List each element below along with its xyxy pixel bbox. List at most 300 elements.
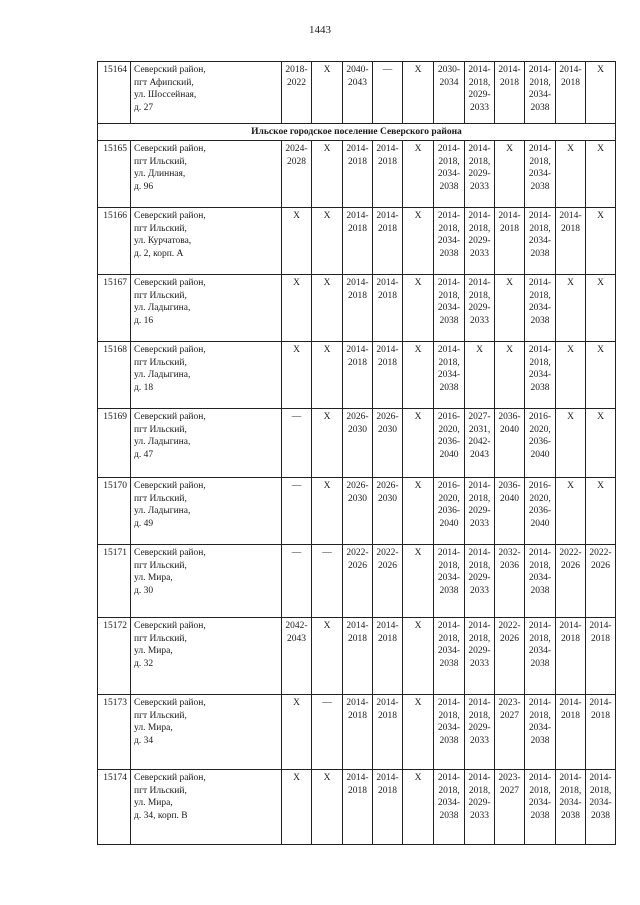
registry-table — [97, 61, 616, 845]
address-cell — [131, 770, 282, 845]
period-cell — [373, 409, 403, 478]
period-value: 2018 — [378, 785, 397, 796]
period-value: 2018, — [468, 156, 491, 167]
period-value: 2034- — [589, 798, 612, 808]
period-value: 2014- — [528, 144, 552, 154]
period-value: 2034- — [437, 573, 461, 583]
period-value: 2043 — [470, 449, 489, 460]
row-number: 15165 — [98, 141, 131, 208]
address-line: пгт Ильский, — [134, 357, 187, 368]
address-line: Северский район, — [134, 211, 206, 221]
period-cell — [343, 62, 373, 124]
period-value: 2038 — [439, 585, 459, 596]
period-value: 2036- — [437, 437, 461, 447]
table-row — [98, 695, 616, 770]
period-value: 2033 — [470, 248, 489, 259]
address-line: д. 16 — [134, 315, 154, 326]
period-value: 2038 — [530, 248, 550, 259]
period-cell — [525, 478, 556, 545]
period-cell — [343, 478, 373, 545]
period-cell — [373, 478, 403, 545]
address-line: пгт Ильский, — [134, 785, 187, 796]
period-value: Х — [567, 345, 574, 355]
period-value: Х — [597, 278, 604, 288]
period-value: 2033 — [470, 518, 489, 529]
period-value: — — [382, 65, 393, 75]
table-row — [98, 342, 616, 409]
period-value: 2034- — [437, 236, 461, 246]
period-value: Х — [414, 278, 422, 288]
period-cell — [556, 141, 586, 208]
period-value: 2038 — [439, 735, 459, 746]
period-cell — [373, 770, 403, 845]
table-row — [98, 208, 616, 275]
period-cell — [465, 409, 495, 478]
address-line: Северский район, — [134, 481, 206, 491]
period-value: 2018 — [561, 77, 580, 88]
address-line: ул. Ладыгина, — [134, 303, 191, 313]
period-cell — [556, 770, 586, 845]
period-value: 2033 — [470, 585, 489, 596]
period-value: 2024- — [285, 144, 308, 154]
address-line: Северский район, — [134, 345, 206, 355]
period-value: 2014- — [437, 211, 461, 221]
period-cell — [525, 275, 556, 342]
address-line: д. 47 — [134, 449, 154, 460]
period-value: 2014- — [376, 773, 399, 783]
period-cell — [556, 342, 586, 409]
period-value: 2014- — [528, 773, 552, 783]
period-value: 2014- — [498, 65, 521, 75]
period-cell — [343, 141, 373, 208]
period-value: 2033 — [470, 102, 489, 113]
period-value: 2018, — [529, 77, 551, 88]
period-value: 2018 — [348, 156, 367, 167]
period-value: 2036- — [498, 481, 521, 491]
period-cell — [343, 618, 373, 695]
row-number: 15173 — [98, 695, 131, 770]
address-line: д. 30 — [134, 585, 154, 596]
period-value: 2014- — [346, 773, 369, 783]
period-value: 2018, — [529, 560, 551, 571]
period-value: 2034- — [437, 723, 461, 733]
period-value: 2034- — [528, 303, 552, 313]
period-value: 2030 — [348, 493, 367, 504]
period-value: 2022 — [287, 77, 306, 88]
period-value: Х — [293, 345, 300, 355]
period-value: 2014- — [437, 548, 461, 558]
table-row — [98, 275, 616, 342]
period-value: 2036- — [528, 506, 552, 516]
period-value: 2040 — [500, 493, 519, 504]
period-value: Х — [414, 481, 422, 491]
table-row — [98, 409, 616, 478]
period-cell — [434, 208, 465, 275]
period-value: 2014- — [559, 698, 582, 708]
table-row — [98, 770, 616, 845]
period-cell — [556, 275, 586, 342]
period-cell — [495, 275, 525, 342]
period-value: 2014- — [437, 698, 461, 708]
period-value: 2014- — [468, 278, 491, 288]
period-value: 2014- — [346, 621, 369, 631]
period-value: 2029- — [468, 506, 491, 516]
period-value: 2038 — [530, 658, 550, 669]
period-cell — [586, 342, 616, 409]
period-value: 2020, — [438, 424, 460, 435]
period-value: 2038 — [530, 735, 550, 746]
period-value: 2022- — [346, 548, 369, 558]
period-value: 2020, — [529, 493, 551, 504]
period-cell — [312, 275, 343, 342]
period-value: 2040- — [346, 65, 369, 75]
period-cell — [434, 62, 465, 124]
period-value: 2016- — [437, 481, 461, 491]
period-cell — [282, 208, 312, 275]
period-value: 2018 — [348, 633, 367, 644]
period-cell — [434, 342, 465, 409]
period-cell — [556, 545, 586, 618]
table-row — [98, 141, 616, 208]
period-value: 2033 — [470, 658, 489, 669]
period-value: 2014- — [346, 144, 369, 154]
period-value: 2018, — [468, 785, 491, 796]
period-value: 2038 — [530, 315, 550, 326]
address-line: пгт Ильский, — [134, 156, 187, 167]
period-value: 2036- — [528, 437, 552, 447]
period-value: Х — [567, 412, 574, 422]
period-value: 2018 — [378, 710, 397, 721]
address-line: пгт Ильский, — [134, 633, 187, 644]
period-value: 2034- — [559, 798, 582, 808]
period-cell — [465, 695, 495, 770]
period-value: Х — [323, 144, 331, 154]
table-row — [98, 478, 616, 545]
period-value: 2034- — [437, 370, 461, 380]
period-value: 2018, — [529, 156, 551, 167]
period-value: 2034- — [437, 169, 461, 179]
period-cell — [586, 618, 616, 695]
period-value: Х — [597, 345, 604, 355]
address-line: ул. Длинная, — [134, 169, 186, 179]
period-value: Х — [506, 345, 513, 355]
period-value: 2036- — [437, 506, 461, 516]
period-cell — [403, 62, 434, 124]
period-cell — [373, 141, 403, 208]
period-value: 2018 — [348, 357, 367, 368]
period-value: 2038 — [530, 181, 550, 192]
period-value: 2014- — [559, 211, 582, 221]
period-cell — [373, 62, 403, 124]
period-value: 2014- — [468, 481, 491, 491]
row-number: 15171 — [98, 545, 131, 618]
period-value: 2018, — [468, 290, 491, 301]
period-value: 2014- — [437, 345, 461, 355]
period-cell — [495, 409, 525, 478]
period-value: 2034- — [528, 573, 552, 583]
address-line: Северский район, — [134, 621, 206, 631]
period-cell — [282, 618, 312, 695]
period-cell — [556, 409, 586, 478]
period-cell — [312, 478, 343, 545]
period-value: 2038 — [439, 181, 459, 192]
period-cell — [373, 208, 403, 275]
period-cell — [465, 770, 495, 845]
period-value: 2026 — [500, 633, 519, 644]
period-value: 2014- — [559, 773, 582, 783]
address-cell — [131, 545, 282, 618]
period-value: 2038 — [530, 382, 550, 393]
address-line: пгт Ильский, — [134, 493, 187, 504]
period-value: 2034- — [528, 646, 552, 656]
period-cell — [312, 141, 343, 208]
period-value: Х — [293, 278, 300, 288]
address-cell — [131, 409, 282, 478]
period-value: 2026- — [346, 481, 369, 491]
period-value: — — [322, 698, 332, 708]
period-cell — [282, 478, 312, 545]
period-value: 2014- — [589, 698, 612, 708]
period-value: 2018, — [468, 493, 491, 504]
period-value: 2018 — [378, 290, 397, 301]
period-value: 2038 — [530, 585, 550, 596]
address-line: д. 2, корп. А — [134, 248, 184, 259]
period-cell — [586, 770, 616, 845]
period-value: 2014- — [376, 211, 399, 221]
period-value: 2027 — [500, 785, 519, 796]
period-cell — [403, 478, 434, 545]
period-value: 2016- — [528, 481, 552, 491]
period-value: Х — [323, 65, 331, 75]
period-value: 2038 — [439, 382, 459, 393]
row-number: 15164 — [98, 62, 131, 124]
period-value: Х — [597, 144, 604, 154]
period-cell — [465, 141, 495, 208]
period-value: Х — [597, 65, 604, 75]
row-number: 15168 — [98, 342, 131, 409]
period-value: 2033 — [470, 181, 489, 192]
section-row — [98, 124, 616, 141]
period-cell — [343, 275, 373, 342]
period-value: Х — [414, 412, 422, 422]
address-line: д. 32 — [134, 658, 154, 669]
period-cell — [525, 141, 556, 208]
period-value: 2014- — [468, 211, 491, 221]
period-value: 2043 — [348, 77, 367, 88]
period-value: 2014- — [589, 621, 612, 631]
period-value: 2040 — [439, 518, 459, 529]
period-value: Х — [506, 144, 513, 154]
period-cell — [525, 342, 556, 409]
period-value: 2018, — [529, 357, 551, 368]
period-value: 2014- — [528, 698, 552, 708]
period-value: 2038 — [439, 810, 459, 821]
address-cell — [131, 342, 282, 409]
period-cell — [312, 208, 343, 275]
period-value: 2029- — [468, 573, 491, 583]
period-value: Х — [414, 345, 422, 355]
period-cell — [282, 409, 312, 478]
period-value: 2018, — [468, 633, 491, 644]
period-value: 2026 — [348, 560, 367, 571]
address-line: пгт Ильский, — [134, 710, 187, 721]
section-title: Ильское городское поселение Северского района — [98, 124, 616, 141]
address-line: пгт Афипский, — [134, 77, 194, 88]
period-cell — [403, 342, 434, 409]
period-value: 2014- — [437, 144, 461, 154]
period-value: Х — [414, 144, 422, 154]
period-value: 2023- — [498, 773, 521, 783]
period-cell — [586, 141, 616, 208]
period-value: 2034- — [437, 646, 461, 656]
period-value: Х — [414, 548, 422, 558]
period-cell — [373, 618, 403, 695]
period-value: Х — [597, 211, 604, 221]
period-value: 2040 — [530, 449, 550, 460]
period-cell — [586, 62, 616, 124]
period-value: 2014- — [468, 773, 491, 783]
period-value: 2018 — [348, 290, 367, 301]
period-value: 2018, — [438, 290, 460, 301]
period-cell — [586, 275, 616, 342]
period-value: 2030- — [437, 65, 461, 75]
period-cell — [403, 409, 434, 478]
period-cell — [403, 141, 434, 208]
period-value: 2029- — [468, 169, 491, 179]
period-cell — [525, 770, 556, 845]
period-value: 2040 — [530, 518, 550, 529]
row-number: 15166 — [98, 208, 131, 275]
period-value: 2028 — [287, 156, 306, 167]
period-value: 2018, — [529, 223, 551, 234]
period-value: 2030 — [348, 424, 367, 435]
period-value: Х — [293, 698, 300, 708]
row-number: 15170 — [98, 478, 131, 545]
address-cell — [131, 208, 282, 275]
period-cell — [312, 545, 343, 618]
period-value: 2036 — [500, 560, 519, 571]
period-cell — [495, 545, 525, 618]
period-cell — [282, 545, 312, 618]
period-value: 2026- — [376, 412, 399, 422]
period-value: Х — [323, 621, 331, 631]
period-cell — [282, 62, 312, 124]
address-cell — [131, 478, 282, 545]
address-line: ул. Ладыгина, — [134, 437, 191, 447]
period-value: 2034- — [528, 370, 552, 380]
period-value: 2034- — [528, 90, 552, 100]
period-cell — [525, 409, 556, 478]
period-cell — [312, 409, 343, 478]
address-line: Северский район, — [134, 278, 206, 288]
period-value: 2014- — [559, 65, 582, 75]
table-row — [98, 618, 616, 695]
period-cell — [525, 208, 556, 275]
period-value: 2018, — [468, 77, 491, 88]
period-cell — [495, 141, 525, 208]
period-value: 2029- — [468, 646, 491, 656]
period-cell — [556, 478, 586, 545]
address-line: ул. Курчатова, — [134, 236, 192, 246]
period-value: 2018 — [348, 710, 367, 721]
period-value: 2018, — [589, 785, 612, 796]
period-cell — [343, 545, 373, 618]
period-value: 2018- — [285, 65, 308, 75]
period-value: Х — [323, 211, 331, 221]
row-number: 15169 — [98, 409, 131, 478]
address-line: ул. Мира, — [134, 646, 173, 656]
period-cell — [495, 208, 525, 275]
period-cell — [403, 275, 434, 342]
period-value: 2034- — [528, 723, 552, 733]
period-value: Х — [414, 698, 422, 708]
period-value: 2018, — [559, 785, 582, 796]
period-cell — [282, 695, 312, 770]
period-value: 2018 — [500, 77, 519, 88]
address-cell — [131, 275, 282, 342]
period-value: 2031, — [468, 424, 491, 435]
period-value: 2022- — [559, 548, 582, 558]
period-value: 2016- — [528, 412, 552, 422]
period-value: 2029- — [468, 723, 491, 733]
period-cell — [465, 618, 495, 695]
period-value: 2014- — [376, 345, 399, 355]
period-value: 2018, — [468, 710, 491, 721]
period-value: 2018 — [378, 223, 397, 234]
period-value: 2022- — [498, 621, 521, 631]
period-value: 2026 — [378, 560, 397, 571]
address-line: ул. Мира, — [134, 723, 173, 733]
period-cell — [525, 62, 556, 124]
period-value: 2014- — [528, 345, 552, 355]
period-value: 2014- — [346, 345, 369, 355]
period-value: 2022- — [376, 548, 399, 558]
period-value: 2026- — [346, 412, 369, 422]
period-value: 2018, — [529, 785, 551, 796]
period-cell — [403, 545, 434, 618]
row-number: 15172 — [98, 618, 131, 695]
period-cell — [434, 618, 465, 695]
period-value: 2014- — [528, 211, 552, 221]
address-line: пгт Ильский, — [134, 424, 187, 435]
period-cell — [495, 695, 525, 770]
period-cell — [465, 342, 495, 409]
period-value: 2018 — [348, 785, 367, 796]
period-value: Х — [414, 773, 422, 783]
address-line: д. 34, корп. В — [134, 810, 188, 821]
period-cell — [556, 208, 586, 275]
period-value: 2038 — [530, 810, 550, 821]
period-value: 2014- — [468, 548, 491, 558]
period-cell — [312, 770, 343, 845]
period-value: 2014- — [376, 698, 399, 708]
period-cell — [525, 695, 556, 770]
period-value: 2014- — [346, 278, 369, 288]
period-value: 2018 — [348, 223, 367, 234]
period-value: 2018, — [438, 223, 460, 234]
period-value: 2018, — [529, 633, 551, 644]
table-row — [98, 545, 616, 618]
period-cell — [434, 275, 465, 342]
period-cell — [434, 770, 465, 845]
period-value: 2014- — [376, 144, 399, 154]
period-value: — — [291, 548, 302, 558]
period-cell — [282, 275, 312, 342]
period-value: 2018, — [529, 290, 551, 301]
period-value: 2014- — [468, 621, 491, 631]
period-cell — [312, 62, 343, 124]
address-line: ул. Мира, — [134, 798, 173, 808]
